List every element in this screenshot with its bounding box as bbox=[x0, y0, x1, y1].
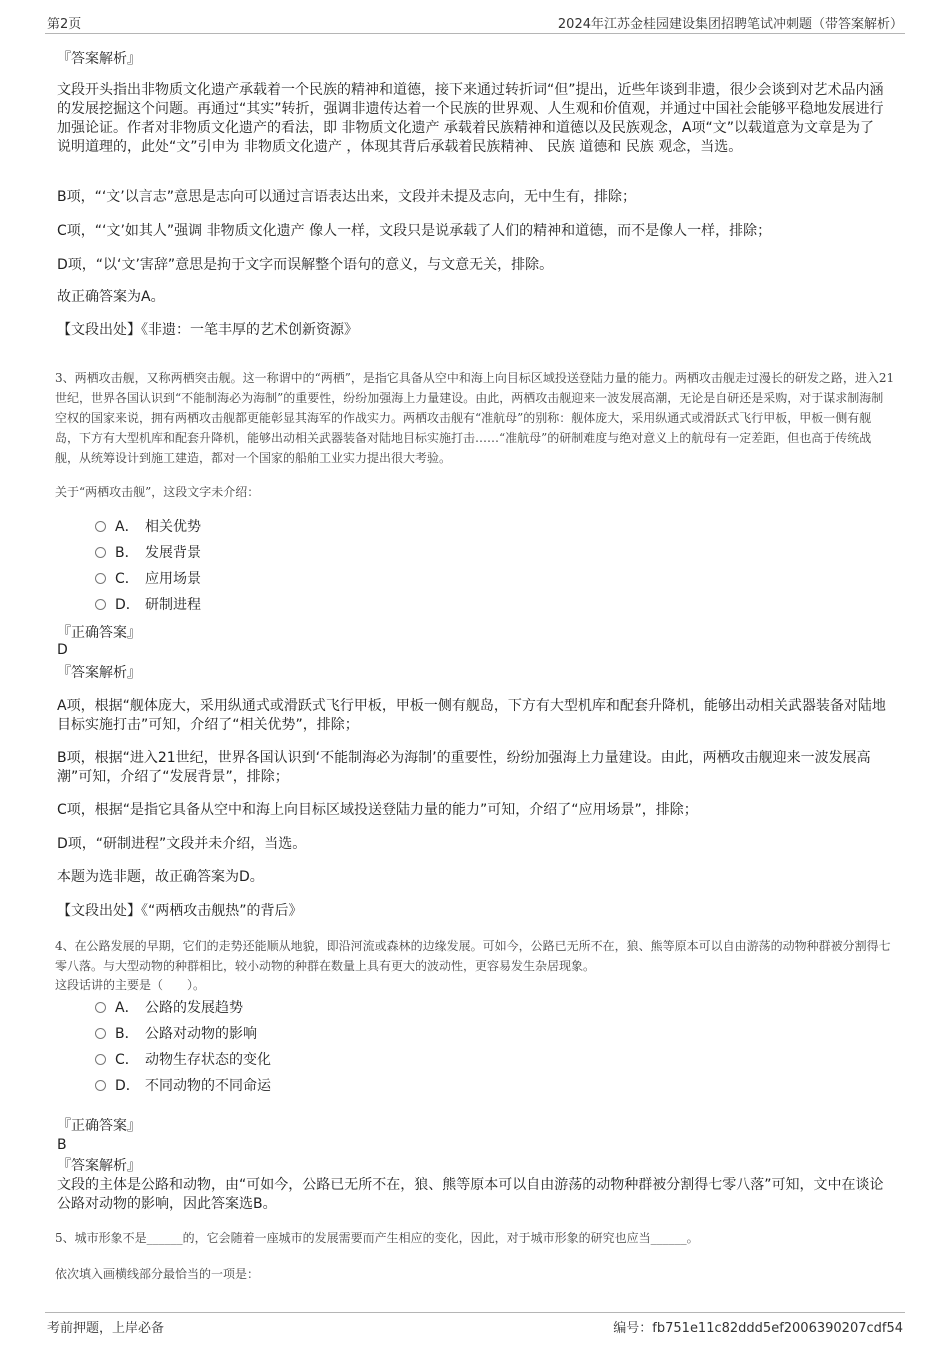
q3-source: 【文段出处】《“两栖攻击舰热”的背后》 bbox=[57, 903, 303, 919]
q3-analysis-label: 『答案解析』 bbox=[57, 665, 141, 681]
radio-icon[interactable] bbox=[95, 1002, 106, 1013]
radio-icon[interactable] bbox=[95, 573, 106, 584]
q4-option-c[interactable]: C． 动物生存状态的变化 bbox=[95, 1050, 271, 1070]
radio-icon[interactable] bbox=[95, 1054, 106, 1065]
document-id: 编号：fb751e11c82ddd5ef2006390207cdf54 bbox=[613, 1321, 903, 1336]
q3-option-b[interactable]: B． 发展背景 bbox=[95, 543, 201, 563]
q4-answer-label: 『正确答案』 bbox=[57, 1118, 141, 1134]
page-footer bbox=[45, 1312, 905, 1335]
q4-analysis-label: 『答案解析』 bbox=[57, 1158, 141, 1174]
q3-analysis-b: B项，根据“进入21世纪，世界各国认识到‘不能制海必为海制’的重要性，纷纷加强海上力量建设。由此，两栖攻击舰迎来一波发展高潮”可知，介绍了“发展背景”，排除； bbox=[57, 750, 871, 785]
radio-icon[interactable] bbox=[95, 599, 106, 610]
q3-conclusion: 本题为选非题，故正确答案为D。 bbox=[57, 869, 264, 885]
q3-option-c[interactable]: C． 应用场景 bbox=[95, 569, 201, 589]
q4-option-b[interactable]: B． 公路对动物的影响 bbox=[95, 1024, 257, 1044]
q2-analysis-c: C项，“‘文’如其人”强调 非物质文化遗产 像人一样，文段只是说承载了人们的精神和道德，而不是像人一样，排除； bbox=[57, 223, 772, 239]
q5-question: 依次填入画横线部分最恰当的一项是： bbox=[55, 1267, 260, 1281]
q4-stem: 4、在公路发展的早期，它们的走势还能顺从地貌，即沿河流或森林的边缘发展。可如今，公路已无所不在，狼、熊等原本可以自由游荡的动物种群被分割得七零八落。与大型动物的种群相比，较小动物的种群在数量上具有更大的波动性，更容易发生杂居现象。 bbox=[55, 939, 891, 973]
page-number: 第2页 bbox=[47, 17, 82, 32]
q3-option-d[interactable]: D． 研制进程 bbox=[95, 595, 201, 615]
q2-source: 【文段出处】《非遗：一笔丰厚的艺术创新资源》 bbox=[57, 322, 358, 338]
q2-analysis-paragraph: 文段开头指出非物质文化遗产承载着一个民族的精神和道德，接下来通过转折词“但”提出，近些年谈到非遗，很少会谈到对艺术品内涵的发展挖掘这个问题。再通过“其实”转折，强调非遗传达着一个民族的世界观、人生观和价值观，并通过中国社会能够平稳地发展进行加强论证。作者对非物质文化遗产的看法，即 非物质文化遗产 承载着民族精神和道德以及民族观念，A项“文”以载道意为文章是为了说明道理的，此处“文”引申为 非物质文化遗产 ，体现其背后承载着民族精神、 民族 道德和 民族 观念，当选。 bbox=[57, 82, 884, 155]
q3-analysis-d: D项，“研制进程”文段并未介绍，当选。 bbox=[57, 836, 307, 852]
q3-answer-label: 『正确答案』 bbox=[57, 625, 141, 641]
radio-icon[interactable] bbox=[95, 1028, 106, 1039]
q5-stem: 5、城市形象不是______的，它会随着一座城市的发展需要而产生相应的变化，因此，对于城市形象的研究也应当______。 bbox=[55, 1231, 699, 1245]
q3-option-a[interactable]: A． 相关优势 bbox=[95, 517, 201, 537]
footer-slogan: 考前押题，上岸必备 bbox=[47, 1321, 165, 1336]
radio-icon[interactable] bbox=[95, 547, 106, 558]
document-title: 2024年江苏金桂园建设集团招聘笔试冲刺题（带答案解析） bbox=[557, 17, 903, 32]
q3-answer: D bbox=[57, 642, 68, 658]
q4-option-a[interactable]: A． 公路的发展趋势 bbox=[95, 998, 243, 1018]
q3-stem: 3、两栖攻击舰，又称两栖突击舰。这一称谓中的“两栖”，是指它具备从空中和海上向目标区域投送登陆力量的能力。两栖攻击舰走过漫长的研发之路，进入21世纪，世界各国认识到“不能制海必为海制”的重要性，纷纷加强海上力量建设。由此，两栖攻击舰迎来一波发展高潮，无论是自研还是采购，对于谋求制海制空权的国家来说，拥有两栖攻击舰都更能彰显其海军的作战实力。两栖攻击舰有“准航母”的别称：舰体庞大，采用纵通式或滑跃式飞行甲板，甲板一侧有舰岛，下方有大型机库和配套升降机，能够出动相关武器装备对陆地目标实施打击……“准航母”的研制难度与绝对意义上的航母有一定差距，但也高于传统战舰，从统筹设计到施工建造，都对一个国家的船舶工业实力提出很大考验。 bbox=[55, 371, 895, 465]
q3-analysis-c: C项，根据“是指它具备从空中和海上向目标区域投送登陆力量的能力”可知，介绍了“应用场景”，排除； bbox=[57, 802, 698, 818]
q4-answer: B bbox=[57, 1137, 67, 1153]
page-header bbox=[45, 13, 905, 34]
q2-analysis-d: D项，“以‘文’害辞”意思是拘于文字而误解整个语句的意义，与文意无关，排除。 bbox=[57, 257, 554, 273]
q2-analysis-b: B项，“‘文’以言志”意思是志向可以通过言语表达出来，文段并未提及志向，无中生有，排除； bbox=[57, 189, 637, 205]
q3-question: 关于“两栖攻击舰”，这段文字未介绍： bbox=[55, 485, 260, 499]
radio-icon[interactable] bbox=[95, 521, 106, 532]
q3-analysis-a: A项，根据“舰体庞大，采用纵通式或滑跃式飞行甲板，甲板一侧有舰岛，下方有大型机库和配套升降机，能够出动相关武器装备对陆地目标实施打击”可知，介绍了“相关优势”，排除； bbox=[57, 698, 886, 733]
radio-icon[interactable] bbox=[95, 1080, 106, 1091]
q2-conclusion: 故正确答案为A。 bbox=[57, 289, 165, 305]
q4-analysis: 文段的主体是公路和动物，由“可如今，公路已无所不在，狼、熊等原本可以自由游荡的动物种群被分割得七零八落”可知，文中在谈论公路对动物的影响，因此答案选B。 bbox=[57, 1177, 884, 1212]
q4-question: 这段话讲的主要是（ ）。 bbox=[55, 978, 206, 992]
q2-analysis-label: 『答案解析』 bbox=[57, 51, 141, 67]
q4-option-d[interactable]: D． 不同动物的不同命运 bbox=[95, 1076, 271, 1096]
